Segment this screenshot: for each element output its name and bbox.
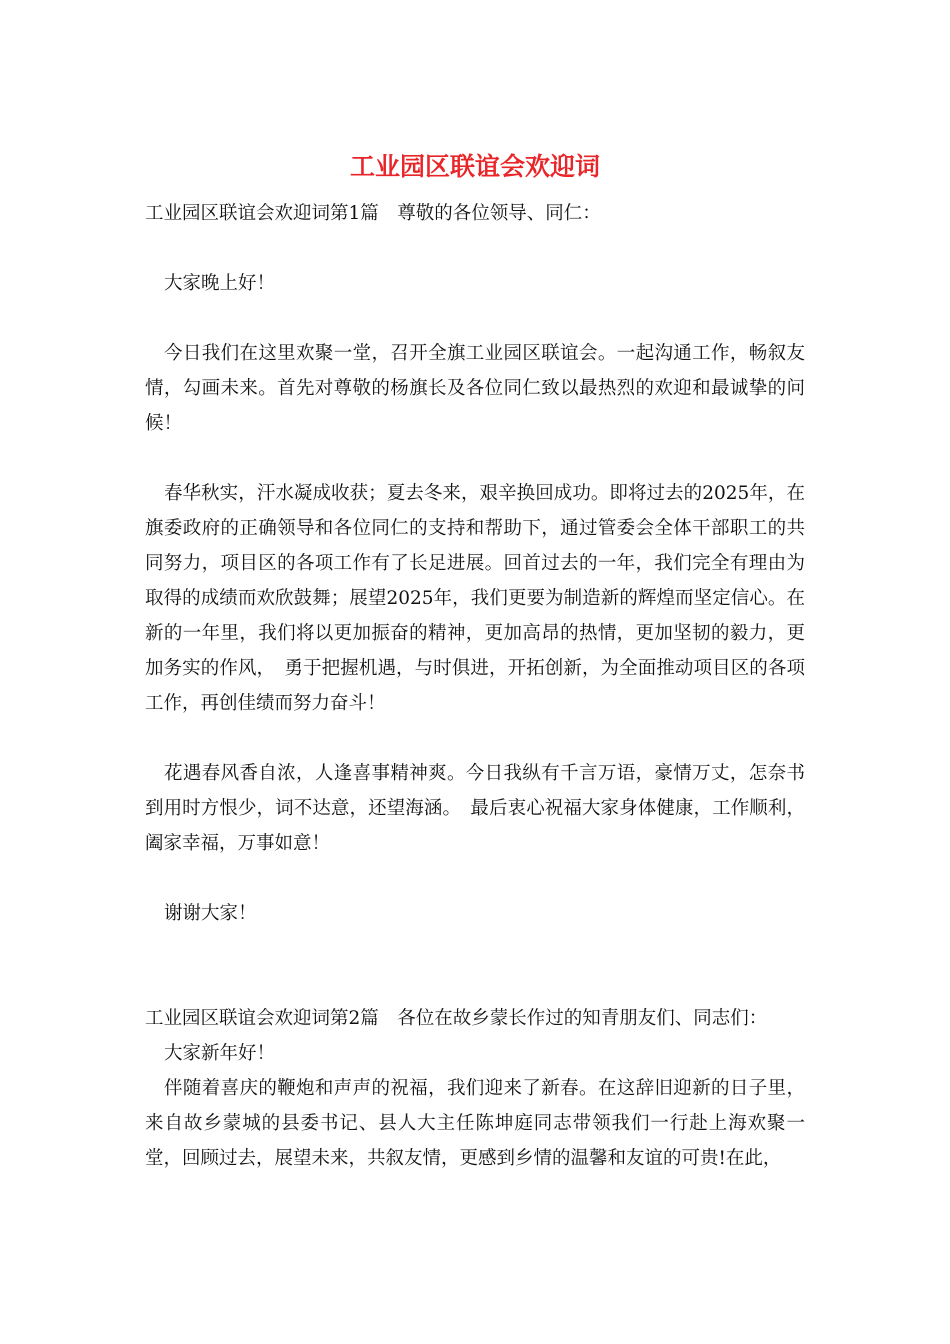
body-paragraph: 伴随着喜庆的鞭炮和声声的祝福，我们迎来了新春。在这辞旧迎新的日子里，来自故乡蒙城的县委书记、县人大主任陈坤庭同志带领我们一行赴上海欢聚一堂，回顾过去，展望未来，共叙友情，更感到乡情的温馨和友谊的可贵!在此，	[145, 1078, 805, 1169]
document-body	[145, 196, 805, 1176]
closing-paragraph: 谢谢大家！	[164, 903, 257, 924]
greeting-paragraph: 大家新年好！	[164, 1043, 276, 1064]
section-2-heading: 工业园区联谊会欢迎词第2篇 各位在故乡蒙长作过的知青朋友们、同志们：	[145, 1008, 768, 1029]
document-title: 工业园区联谊会欢迎词	[349, 152, 600, 181]
section-1-heading: 工业园区联谊会欢迎词第1篇 尊敬的各位领导、同仁：	[145, 203, 601, 224]
body-paragraph: 春华秋实，汗水凝成收获；夏去冬来，艰辛换回成功。即将过去的2025年，在旗委政府的正确领导和各位同仁的支持和帮助下，通过管委会全体干部职工的共同努力，项目区的各项工作有了长足进展。回首过去的一年，我们完全有理由为取得的成绩而欢欣鼓舞；展望2025年，我们更要为制造新的辉煌而坚定信心。在新的一年里，我们将以更加振奋的精神，更加高昂的热情，更加坚韧的毅力，更加务实的作风， 勇于把握机遇，与时俱进，开拓创新，为全面推动项目区的各项工作，再创佳绩而努力奋斗！	[145, 483, 805, 714]
greeting-paragraph: 大家晚上好！	[164, 273, 276, 294]
body-paragraph: 花遇春风香自浓，人逢喜事精神爽。今日我纵有千言万语，豪情万丈，怎奈书到用时方恨少，词不达意，还望海涵。 最后衷心祝福大家身体健康，工作顺利，阖家幸福，万事如意！	[145, 763, 805, 854]
body-paragraph: 今日我们在这里欢聚一堂，召开全旗工业园区联谊会。一起沟通工作，畅叙友情，勾画未来。首先对尊敬的杨旗长及各位同仁致以最热烈的欢迎和最诚挚的问候！	[145, 343, 805, 434]
